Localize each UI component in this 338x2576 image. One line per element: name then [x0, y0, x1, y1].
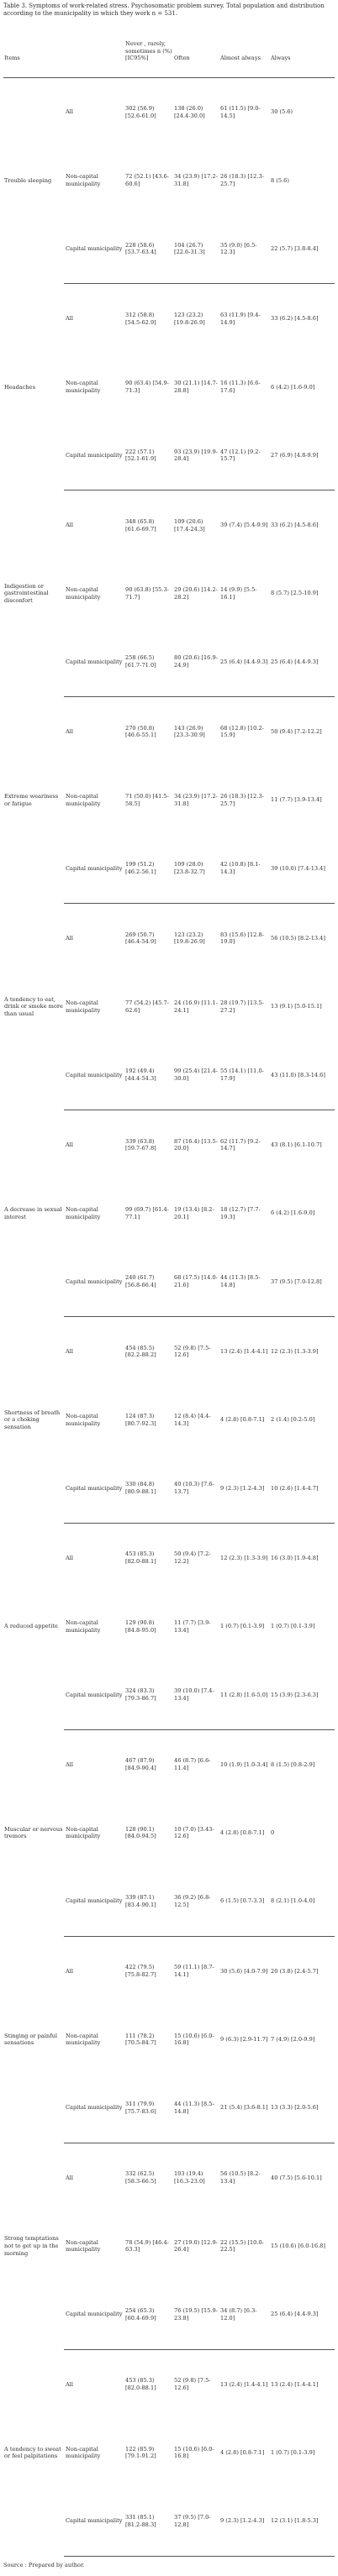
subgroup-cell: Capital municipality	[64, 2280, 124, 2350]
often-cell: 76 (19.5) [15.9-23.8]	[173, 2280, 219, 2350]
almost-always-cell: 34 (8.7) [6.3-12.0]	[219, 2280, 270, 2350]
often-cell: 24 (16.9) [11.1-24.1]	[174, 999, 218, 1014]
subgroup-cell: All	[66, 1347, 73, 1355]
never-cell: 339 (87.1) [83.4-90.1]	[124, 1867, 173, 1937]
never-cell: 90 (63.4) [54.9-71.3]	[125, 380, 169, 394]
always-cell: 8 (2.1) [1.0-4.0]	[270, 1867, 335, 1937]
always-cell: 20 (3.8) [2.4-5.7]	[271, 1967, 319, 1975]
almost-always-cell: 28 (19.7) [13.5-27.2]	[220, 999, 264, 1014]
always-cell: 15 (10.6) [6.0-16.8]	[271, 2242, 325, 2249]
subgroup-cell: All	[66, 315, 73, 323]
never-cell: 332 (62.5) [58.3-66.5]	[125, 2170, 156, 2185]
often-cell: 10 (7.0) [3.43-12.6]	[174, 1825, 214, 1840]
subgroup-cell: All	[66, 1967, 73, 1975]
always-cell: 1 (0.7) [0.1-3.9]	[271, 1623, 315, 1630]
subgroup-cell: Non-capital municipality	[66, 173, 101, 187]
subgroup-cell: Non-capital municipality	[66, 1619, 101, 1634]
item-label: Headaches	[4, 383, 35, 391]
almost-always-cell: 26 (18.3) [12.3-25.7]	[220, 793, 264, 807]
almost-always-cell: 10 (1.9) [1.0-3.4]	[220, 1760, 268, 1768]
never-cell: 331 (85.1) [81.2-88.3]	[124, 2487, 173, 2557]
almost-always-cell: 9 (2.3) [1.2-4.3]	[219, 1454, 270, 1524]
subgroup-cell: Non-capital municipality	[66, 1412, 101, 1427]
never-cell: 453 (85.3) [82.0-88.1]	[125, 2377, 156, 2391]
almost-always-cell: 18 (12.7) [7.7-19.3]	[220, 1205, 261, 1220]
subgroup-cell: All	[66, 935, 73, 942]
subgroup-cell: Non-capital municipality	[66, 2238, 101, 2253]
table-row	[3, 1730, 335, 1800]
always-cell: 40 (7.5) [5.6-10.1]	[271, 2174, 322, 2181]
often-cell: 30 (21.1) [14.7-28.8]	[174, 380, 218, 394]
often-cell: 37 (9.5) [7.0-12.8]	[173, 2487, 219, 2557]
item-label: Stinging or painful sensations	[4, 2032, 57, 2047]
always-cell: 50 (9.4) [7.2-12.2]	[271, 728, 322, 736]
often-cell: 138 (26.0) [24.4-30.0]	[174, 104, 205, 119]
almost-always-cell: 68 (12.8) [10.2-15.9]	[220, 724, 264, 739]
subgroup-cell: Capital municipality	[64, 2074, 124, 2143]
subgroup-cell: Non-capital municipality	[66, 2032, 101, 2047]
never-cell: 270 (50.8) [46.6-55.1]	[125, 724, 156, 739]
almost-always-cell: 25 (6.4) [4.4-9.3]	[219, 627, 270, 697]
often-cell: 34 (23.9) [17.2-31.8]	[174, 173, 218, 187]
subgroup-cell: Capital municipality	[64, 1247, 124, 1317]
almost-always-cell: 47 (12.1) [9.2-15.7]	[219, 421, 270, 491]
always-cell: 37 (9.5) [7.0-12.8]	[270, 1247, 335, 1317]
subgroup-cell: Non-capital municipality	[66, 586, 101, 601]
almost-always-cell: 14 (9.9) [5.5-16.1]	[220, 586, 257, 601]
subgroup-cell: All	[66, 522, 73, 529]
table-row	[3, 1524, 335, 1593]
often-cell: 44 (11.3) [8.5-14.8]	[173, 2074, 219, 2143]
never-cell: 78 (54.9) [46.4-63.3]	[125, 2238, 169, 2253]
often-cell: 143 (26.9) [23.3-30.9]	[174, 724, 205, 739]
often-cell: 15 (10.6) [6.0-16.8]	[174, 2032, 214, 2047]
almost-always-cell: 35 (9.0) [6.5-12.3]	[219, 214, 270, 284]
table-row	[3, 1317, 335, 1387]
symptoms-table	[3, 40, 335, 2557]
never-cell: 71 (50.0) [41.5-58.5]	[125, 793, 169, 807]
often-cell: 109 (28.0) [23.8-32.7]	[173, 834, 219, 904]
always-cell: 22 (5.7) [3.8-8.4]	[270, 214, 335, 284]
always-cell: 56 (10.5) [8.2-13.4]	[271, 935, 325, 942]
subgroup-cell: Capital municipality	[64, 834, 124, 904]
item-label: A reduced appetite	[4, 1623, 58, 1630]
never-cell: 339 (63.8) [59.7-67.8]	[125, 1137, 156, 1152]
never-cell: 467 (87.9) [84.9-90.4]	[125, 1757, 156, 1772]
often-cell: 104 (26.7) [22.6-31.3]	[173, 214, 219, 284]
never-cell: 122 (85.9) [79.1-91.2]	[125, 2445, 156, 2460]
often-cell: 29 (20.6) [14.2-28.2]	[174, 586, 218, 601]
always-cell: 33 (6.2) [4.5-8.6]	[271, 315, 319, 323]
always-cell: 39 (10.0) [7.4-13.4]	[270, 834, 335, 904]
subgroup-cell: Non-capital municipality	[66, 793, 101, 807]
never-cell: 99 (69.7) [61.4-77.1]	[125, 1205, 169, 1220]
subgroup-cell: Non-capital municipality	[66, 1825, 101, 1840]
almost-always-cell: 30 (5.6) [4.0-7.9]	[220, 1967, 268, 1975]
almost-always-cell: 83 (15.6) [12.8-19.0]	[220, 931, 264, 946]
almost-always-cell: 63 (11.9) [9.4-14.9]	[220, 311, 261, 326]
subgroup-cell: Capital municipality	[64, 1454, 124, 1524]
often-cell: 12 (8.4) [4.4-14.3]	[174, 1412, 211, 1427]
always-cell: 8 (1.5) [0.8-2.9]	[271, 1760, 315, 1768]
often-cell: 27 (19.0) [12.9-26.4]	[174, 2238, 218, 2253]
almost-always-cell: 16 (11.3) [6.6-17.6]	[220, 380, 261, 394]
always-cell: 12 (3.1) [1.8-5.3]	[270, 2487, 335, 2557]
almost-always-cell: 11 (2.8) [1.6-5.0]	[219, 1660, 270, 1730]
almost-always-cell: 4 (2.8) [0.8-7.1]	[220, 1416, 265, 1424]
never-cell: 192 (49.4) [44.4-54.3]	[124, 1041, 173, 1110]
table-header-row	[3, 40, 335, 77]
never-cell: 124 (87.3) [80.7-92.3]	[125, 1412, 156, 1427]
often-cell: 59 (11.1) [8.7-14.1]	[174, 1964, 214, 1979]
never-cell: 311 (79.9) [75.7-83.6]	[124, 2074, 173, 2143]
never-cell: 199 (51.2) [46.2-56.1]	[124, 834, 173, 904]
table-row	[3, 284, 335, 354]
never-cell: 129 (90.8) [84.8-95.0]	[125, 1619, 156, 1634]
subgroup-cell: All	[66, 1760, 73, 1768]
almost-always-cell: 22 (15.5) [10.0-22.5]	[220, 2238, 264, 2253]
subgroup-cell: Non-capital municipality	[66, 2445, 101, 2460]
item-label: Indigestion or gastrointestinal disconfort	[4, 582, 49, 605]
often-cell: 103 (19.4) [16.3-23.0]	[174, 2170, 205, 2185]
subgroup-cell: All	[66, 2174, 73, 2181]
never-cell: 453 (85.3) [82.0-88.1]	[125, 1550, 156, 1566]
subgroup-cell: All	[66, 1141, 73, 1148]
never-cell: 240 (61.7) [56.8-66.4]	[124, 1247, 173, 1317]
almost-always-cell: 26 (18.3) [12.3-25.7]	[220, 173, 264, 187]
almost-always-cell: 39 (7.4) [5.4-9.9]	[220, 522, 268, 529]
often-cell: 109 (20.6) [17.4-24.3]	[174, 517, 205, 533]
always-cell: 16 (3.0) [1.9-4.8]	[271, 1554, 319, 1561]
often-cell: 11 (7.7) [3.9-13.4]	[174, 1619, 211, 1634]
always-cell: 6 (4.2) [1.6-9.0]	[271, 1209, 315, 1217]
almost-always-cell: 42 (10.8) [8.1-14.3]	[219, 834, 270, 904]
almost-always-cell: 56 (10.5) [8.2-13.4]	[220, 2170, 261, 2185]
subgroup-cell: Capital municipality	[64, 1041, 124, 1110]
always-cell: 15 (3.9) [2.3-6.3]	[270, 1660, 335, 1730]
table-caption: Table 3. Symptoms of work-related stress. Psychosomatic problem survey. Total population and distribution according to the municipality in which they work n = 531.	[3, 3, 325, 18]
almost-always-cell: 13 (2.4) [1.4-4.1]	[220, 1347, 268, 1355]
always-cell: 0	[271, 1829, 275, 1837]
always-cell: 13 (3.3) [2.0-5.6]	[270, 2074, 335, 2143]
subgroup-cell: Capital municipality	[64, 421, 124, 491]
often-cell: 52 (9.8) [7.5-12.6]	[174, 2377, 211, 2391]
often-cell: 52 (9.8) [7.5-12.6]	[174, 1344, 211, 1359]
always-cell: 25 (6.4) [4.4-9.3]	[270, 627, 335, 697]
never-cell: 90 (63.8) [55.3-71.7]	[125, 586, 169, 601]
col-header-often: Often	[173, 40, 219, 77]
never-cell: 302 (56.9) [52.6-61.0]	[125, 104, 156, 119]
almost-always-cell: 4 (2.8) [0.8-7.1]	[220, 1829, 265, 1837]
table-row	[3, 1110, 335, 1180]
almost-always-cell: 55 (14.1) [11.0-17.9]	[219, 1041, 270, 1110]
never-cell: 312 (58.8) [54.5-62.9]	[125, 311, 156, 326]
subgroup-cell: Capital municipality	[64, 2487, 124, 2557]
table-row	[3, 2349, 335, 2419]
often-cell: 123 (23.2) [19.8-26.9]	[174, 931, 205, 946]
often-cell: 19 (13.4) [8.2-20.1]	[174, 1205, 214, 1220]
subgroup-cell: Capital municipality	[64, 1867, 124, 1937]
almost-always-cell: 12 (2.3) [1.3-3.9]	[220, 1554, 268, 1561]
always-cell: 27 (6.9) [4.8-9.9]	[270, 421, 335, 491]
always-cell: 30 (5.6)	[271, 108, 293, 116]
subgroup-cell: All	[66, 1554, 73, 1561]
never-cell: 348 (65.8) [61.6-69.7]	[125, 517, 156, 533]
often-cell: 46 (8.7) [6.6-11.4]	[174, 1757, 211, 1772]
often-cell: 123 (23.2) [19.8-26.9]	[174, 311, 205, 326]
table-source: Source : Prepared by author.	[3, 2562, 85, 2568]
almost-always-cell: 44 (11.3) [8.5-14.8]	[219, 1247, 270, 1317]
never-cell: 330 (84.8) [80.9-88.1]	[124, 1454, 173, 1524]
always-cell: 7 (4.9) [2.0-9.9]	[271, 2036, 315, 2043]
subgroup-cell: Capital municipality	[64, 214, 124, 284]
often-cell: 93 (23.9) [19.9-28.4]	[173, 421, 219, 491]
table-row	[3, 697, 335, 767]
often-cell: 99 (25.4) [21.4-30.0]	[173, 1041, 219, 1110]
often-cell: 15 (10.6) [6.0-16.8]	[174, 2445, 214, 2460]
often-cell: 87 (16.4) [13.5-20.0]	[174, 1137, 218, 1152]
always-cell: 6 (4.2) [1.6-9.0]	[271, 383, 315, 391]
subgroup-cell: Non-capital municipality	[66, 1205, 101, 1220]
item-label: Extreme weariness or fatigue	[4, 793, 59, 807]
col-header-never: Never , rarely, sometimes n (%) [IC95%]	[124, 40, 173, 77]
always-cell: 13 (9.1) [5.0-15.1]	[271, 1003, 322, 1010]
always-cell: 1 (0.7) [0.1-3.9]	[271, 2448, 315, 2456]
always-cell: 13 (2.4) [1.4-4.1]	[271, 2380, 319, 2388]
always-cell: 25 (6.4) [4.4-9.3]	[270, 2280, 335, 2350]
col-header-subgroup	[64, 40, 124, 77]
table-row	[3, 491, 335, 560]
subgroup-cell: All	[66, 2380, 73, 2388]
item-label: Trouble sleeping	[4, 176, 52, 184]
subgroup-cell: All	[66, 728, 73, 736]
never-cell: 77 (54.2) [45.7-62.6]	[125, 999, 169, 1014]
never-cell: 111 (78.2) [70.5-84.7]	[125, 2032, 156, 2047]
often-cell: 50 (9.4) [7.2-12.2]	[174, 1550, 211, 1566]
always-cell: 8 (5.6)	[271, 176, 289, 184]
almost-always-cell: 62 (11.7) [9.2-14.7]	[220, 1137, 261, 1152]
subgroup-cell: Non-capital municipality	[66, 380, 101, 394]
table-row	[3, 2143, 335, 2212]
item-label: A decrease in sexual interest	[4, 1205, 62, 1220]
table-row	[3, 904, 335, 973]
often-cell: 68 (17.5) [14.0-21.6]	[173, 1247, 219, 1317]
never-cell: 269 (50.7) [46.4-54.9]	[125, 931, 156, 946]
often-cell: 34 (23.9) [17.2-31.8]	[174, 793, 218, 807]
always-cell: 8 (5.7) [2.5-10.9]	[271, 590, 319, 597]
almost-always-cell: 6 (1.5) [0.7-3.3]	[219, 1867, 270, 1937]
table-body	[3, 77, 335, 2557]
never-cell: 128 (90.1) [84.0-94.5]	[125, 1825, 156, 1840]
never-cell: 324 (83.3) [79.3-86.7]	[124, 1660, 173, 1730]
item-label: A tendency to eat, drink or smoke more than usual	[4, 995, 63, 1018]
often-cell: 36 (9.2) [6.8-12.5]	[173, 1867, 219, 1937]
col-header-always: Always	[270, 40, 335, 77]
never-cell: 422 (79.5) [75.8-82.7]	[125, 1964, 156, 1979]
item-label: Strong temptations not to get up in the morning	[4, 2235, 59, 2257]
always-cell: 10 (2.6) [1.4-4.7]	[270, 1454, 335, 1524]
always-cell: 12 (2.3) [1.3-3.9]	[271, 1347, 319, 1355]
often-cell: 80 (20.6) [16.9-24.9]	[173, 627, 219, 697]
always-cell: 43 (8.1) [6.1-10.7]	[271, 1141, 322, 1148]
never-cell: 258 (66.5) [61.7-71.0]	[124, 627, 173, 697]
almost-always-cell: 4 (2.8) [0.8-7.1]	[220, 2448, 265, 2456]
never-cell: 254 (65.3) [60.4-69.9]	[124, 2280, 173, 2350]
col-header-items: Items	[3, 40, 64, 77]
item-label: Shortness of breath or a choking sensation	[4, 1409, 61, 1430]
subgroup-cell: All	[66, 108, 73, 116]
almost-always-cell: 13 (2.4) [1.4-4.1]	[220, 2380, 268, 2388]
almost-always-cell: 9 (2.3) [1.2-4.3]	[219, 2487, 270, 2557]
table-container	[3, 40, 335, 2557]
item-label: A tendency to sweat or feel palpitations	[4, 2445, 61, 2460]
always-cell: 2 (1.4) [0.2-5.0]	[271, 1416, 315, 1424]
never-cell: 454 (85.5) [82.2-88.2]	[125, 1344, 156, 1359]
subgroup-cell: Non-capital municipality	[66, 999, 101, 1014]
col-header-almost-always: Almost always	[219, 40, 270, 77]
always-cell: 33 (6.2) [4.5-8.6]	[271, 522, 319, 529]
almost-always-cell: 1 (0.7) [0.1-3.9]	[220, 1623, 265, 1630]
often-cell: 39 (10.0) [7.4-13.4]	[173, 1660, 219, 1730]
table-row	[3, 1936, 335, 2006]
almost-always-cell: 21 (5.4) [3.6-8.1]	[219, 2074, 270, 2143]
almost-always-cell: 61 (11.5) [9.0-14.5]	[220, 104, 261, 119]
item-label: Muscular or nervous tremors	[4, 1825, 63, 1840]
subgroup-cell: Capital municipality	[64, 1660, 124, 1730]
subgroup-cell: Capital municipality	[64, 627, 124, 697]
table-row	[3, 77, 335, 147]
never-cell: 222 (57.1) [52.1-61.9]	[124, 421, 173, 491]
always-cell: 43 (11.0) [8.3-14.6]	[270, 1041, 335, 1110]
often-cell: 40 (10.3) [7.6-13.7]	[173, 1454, 219, 1524]
almost-always-cell: 9 (6.3) [2.9-11.7]	[220, 2036, 268, 2043]
never-cell: 72 (52.1) [43.6-60.6]	[125, 173, 169, 187]
never-cell: 228 (58.6) [53.7-63.4]	[124, 214, 173, 284]
always-cell: 11 (7.7) [3.9-13.4]	[271, 796, 322, 804]
